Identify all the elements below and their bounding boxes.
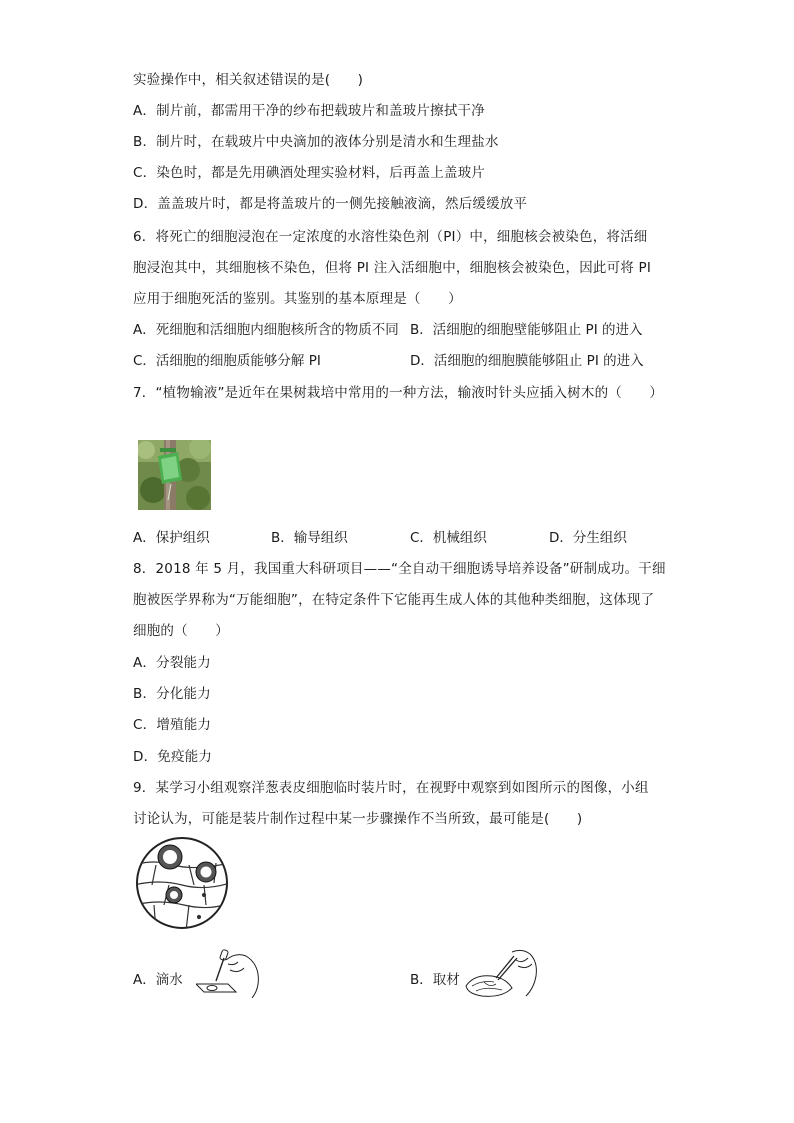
- q7-option-a: A．保护组织: [133, 530, 210, 546]
- dropper-illustration: [196, 948, 262, 1000]
- q8-option-c: C．增殖能力: [133, 717, 212, 733]
- q9-stem-line-2: 讨论认为，可能是装片制作过程中某一步骤操作不当所致，最可能是( ): [133, 811, 583, 827]
- q5-stem: 实验操作中，相关叙述错误的是( ): [133, 72, 364, 88]
- q5-option-c: C．染色时，都是先用碘酒处理实验材料，后再盖上盖玻片: [133, 165, 486, 181]
- q8-stem-line-1: 8．2018 年 5 月，我国重大科研项目——“全自动干细胞诱导培养设备”研制成功。干细: [133, 561, 666, 577]
- q7-option-d: D．分生组织: [549, 530, 627, 546]
- q8-stem-line-3: 细胞的（ ）: [133, 623, 229, 639]
- q6-option-d: D．活细胞的细胞膜能够阻止 PI 的进入: [410, 353, 644, 369]
- q6-stem-line-1: 6．将死亡的细胞浸泡在一定浓度的水溶性染色剂（PI）中，细胞核会被染色，将活细: [133, 229, 648, 245]
- tweezers-onion-illustration: [462, 946, 542, 1002]
- q8-stem-line-2: 胞被医学界称为“万能细胞”，在特定条件下它能再生成人体的其他种类细胞，这体现了: [133, 592, 655, 608]
- plant-infusion-photo: [138, 440, 211, 510]
- q6-stem-line-3: 应用于细胞死活的鉴别。其鉴别的基本原理是（ ）: [133, 291, 462, 307]
- q5-option-d: D．盖盖玻片时，都是将盖玻片的一侧先接触液滴，然后缓缓放平: [133, 196, 528, 212]
- q9-option-a: A．滴水: [133, 972, 183, 988]
- q9-stem-line-1: 9．某学习小组观察洋葱表皮细胞临时装片时，在视野中观察到如图所示的图像，小组: [133, 780, 649, 796]
- q7-option-c: C．机械组织: [410, 530, 487, 546]
- q7-stem: 7．“植物输液”是近年在果树栽培中常用的一种方法，输液时针头应插入树木的（ ）: [133, 385, 664, 401]
- q6-option-c: C．活细胞的细胞质能够分解 PI: [133, 353, 321, 369]
- q8-option-a: A．分裂能力: [133, 655, 211, 671]
- q7-option-b: B．输导组织: [271, 530, 348, 546]
- q9-option-b: B．取材: [410, 972, 460, 988]
- q5-option-a: A．制片前，都需用干净的纱布把载玻片和盖玻片擦拭干净: [133, 103, 485, 119]
- microscope-field-figure: [134, 835, 230, 931]
- q6-stem-line-2: 胞浸泡其中，其细胞核不染色，但将 PI 注入活细胞中，细胞核会被染色，因此可将 PI: [133, 260, 652, 276]
- q8-option-b: B．分化能力: [133, 686, 211, 702]
- q5-option-b: B．制片时，在载玻片中央滴加的液体分别是清水和生理盐水: [133, 134, 499, 150]
- q6-option-b: B．活细胞的细胞壁能够阻止 PI 的进入: [410, 322, 643, 338]
- q6-option-a: A．死细胞和活细胞内细胞核所含的物质不同: [133, 322, 399, 338]
- q8-option-d: D．免疫能力: [133, 749, 213, 765]
